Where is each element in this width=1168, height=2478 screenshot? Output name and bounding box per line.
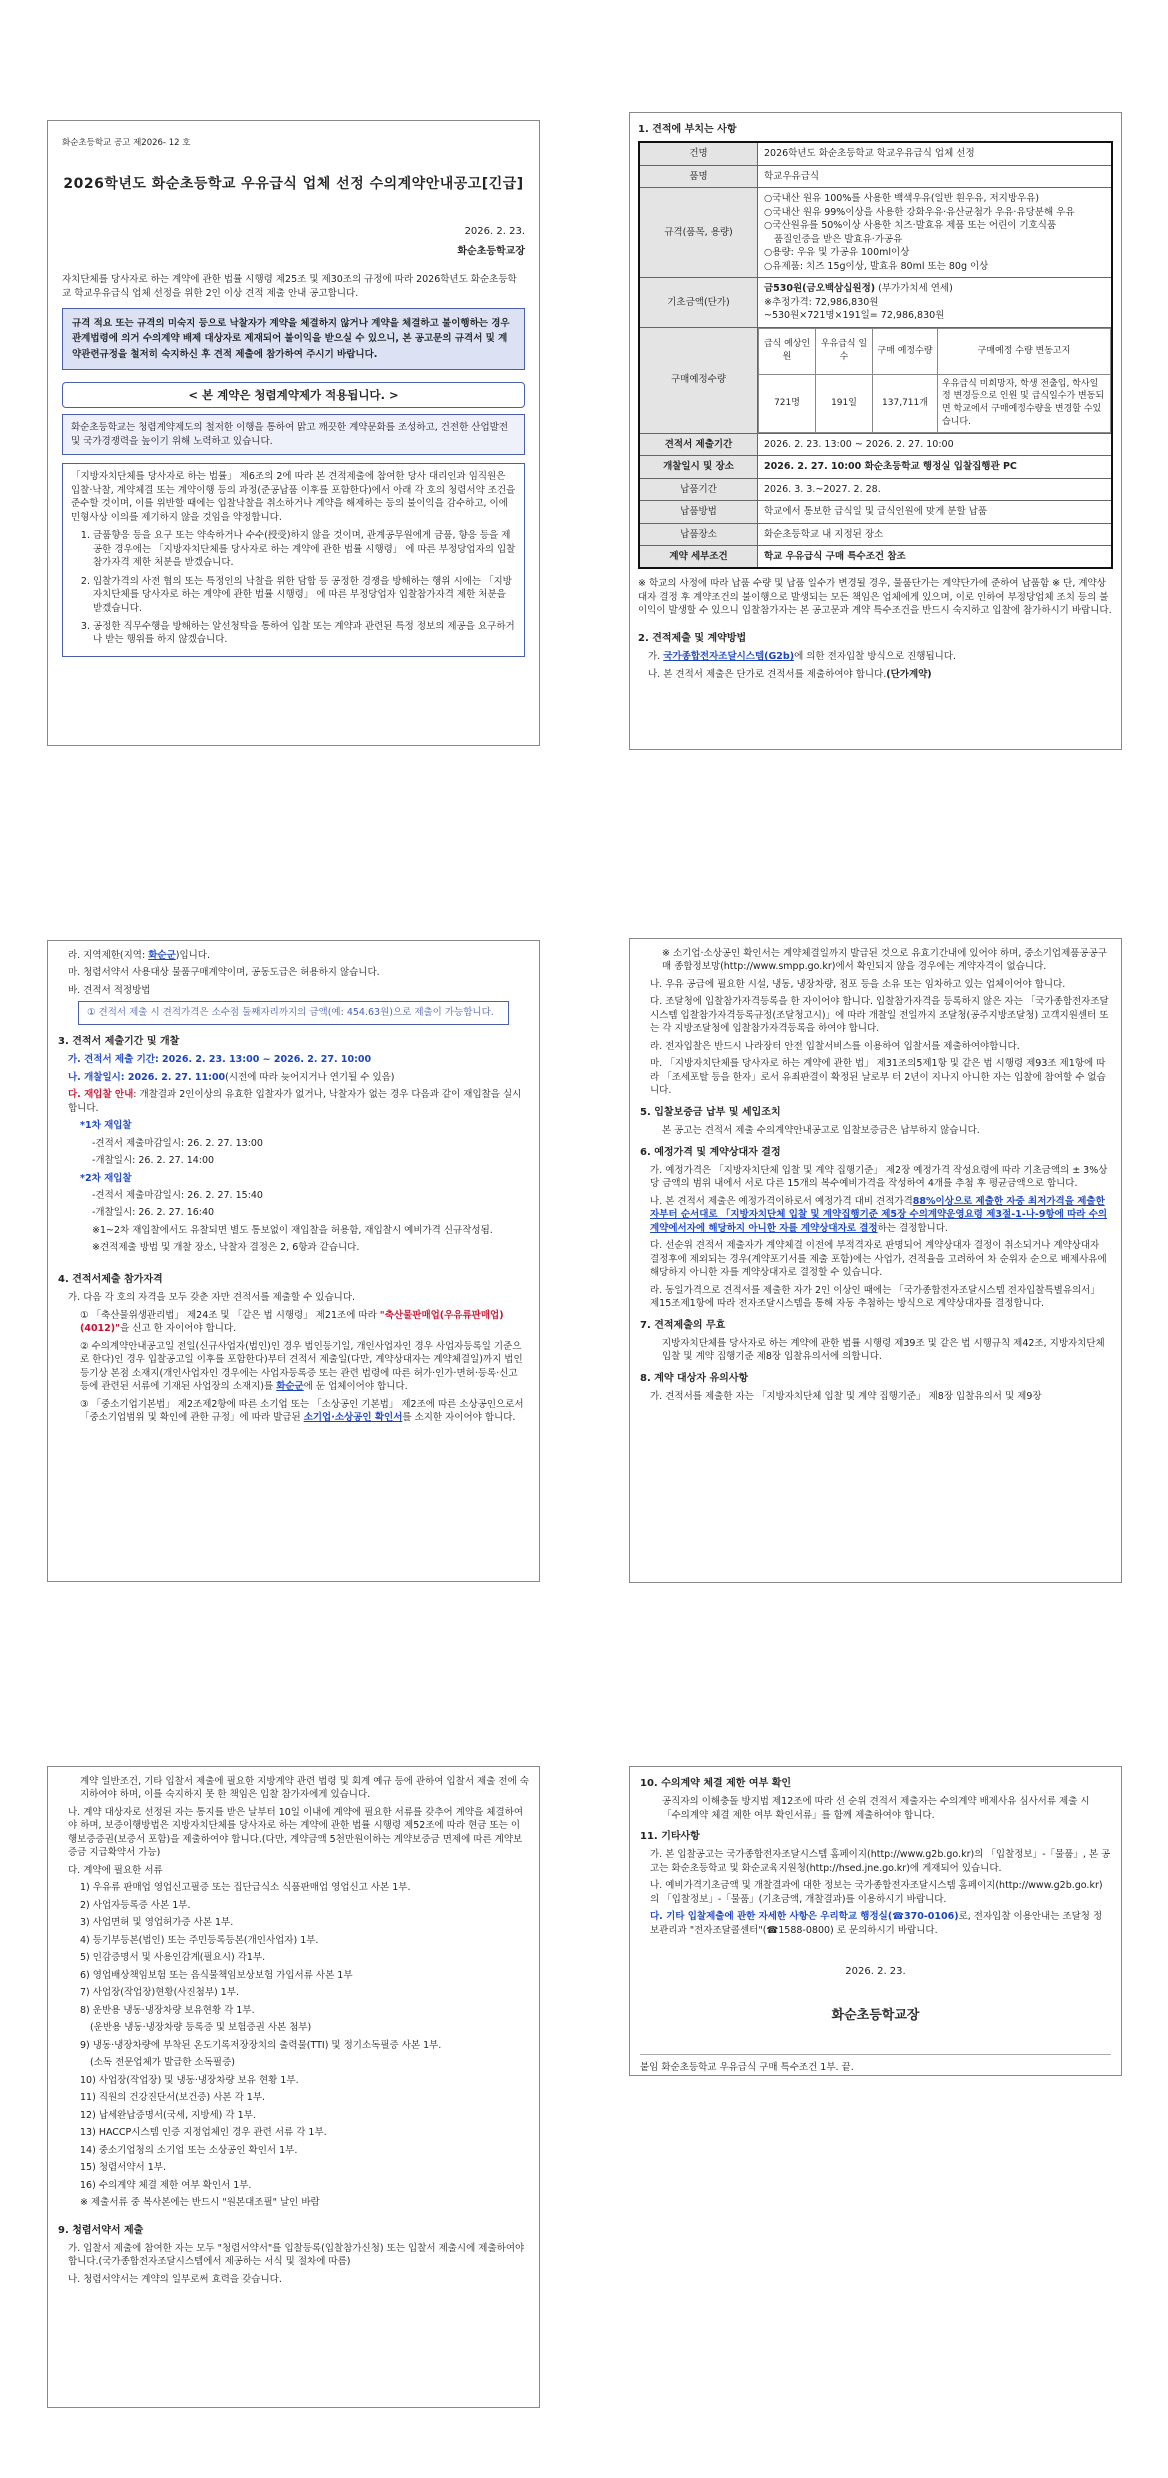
document-item: 6) 영업배상책임보험 또는 음식물책임보상보험 가입서류 사본 1부 bbox=[80, 1969, 353, 1981]
p4-na-text: 나. 우유 공급에 필요한 시설, 냉동, 냉장차량, 점포 등을 소유 또는 임차하고 있는 업체이어야 합니다. bbox=[650, 978, 1066, 990]
s10-text: 공직자의 이해충돌 방지법 제12조에 따라 선 순위 견적서 제출자는 수의계약 배제사유 심사서류 제출 시 「수의계약 체결 제한 여부 확인서류」를 함께 제출하여야 합니다. bbox=[662, 1796, 1090, 1821]
integrity-summary: 화순초등학교는 청렴계약제도의 철저한 이행을 통하여 맑고 깨끗한 계약문화를 조성하고, 건전한 산업발전 및 국가경쟁력을 높이기 위해 노력하고 있습니다. bbox=[62, 414, 525, 455]
s4-1-license: "축산물판매업(우유류판매업)(4012)" bbox=[80, 1309, 504, 1335]
rebid-note-2: ※견적제출 방법 및 개찰 장소, 낙찰자 결정은 2, 6항과 같습니다. bbox=[92, 1242, 360, 1254]
value-period: 2026. 2. 23. 13:00 ~ 2026. 2. 27. 10:00 bbox=[758, 433, 1113, 455]
s4-1-suffix: 을 신고 한 자이어야 합니다. bbox=[120, 1323, 237, 1335]
integrity-items bbox=[71, 529, 516, 647]
s3-opening-time: 나. 개찰일시: 2026. 2. 27. 11:00 bbox=[68, 1071, 226, 1083]
integrity-detail-intro: 「지방자치단체를 당사자로 하는 법률」 제6조의 2에 따라 본 견적제출에 참여한 당사 대리인과 임직원은 입찰·낙찰, 계약체결 또는 계약이행 등의 과정(준공납품 이후를 포함한다)에서 아래 각 호의 청렴서약 조건을 준수할 것이며, 이를 위반할 때에는 입찰낙찰을 취소하거나 계약을 해제하는 등의 불이익을 감수하고, 이에 민형사상 이의를 제기하지 않을 것임을 약정합니다. bbox=[71, 471, 516, 523]
integrity-banner: < 본 계약은 청렴계약제가 적용됩니다. > bbox=[62, 382, 525, 408]
document-item: ※ 제출서류 중 복사본에는 반드시 "원본대조필" 날인 바람 bbox=[80, 2197, 320, 2209]
ma-text: 마. 청렴서약서 사용대상 물품구매계약이며, 공동도급은 허용하지 않습니다. bbox=[68, 967, 380, 979]
spec-line: ○국내산 원유 99%이상을 사용한 강화우유·유산균첨가 우유·유당분해 우유 bbox=[764, 206, 1075, 218]
p4-ra-text: 라. 전자입찰은 반드시 나라장터 안전 입찰서비스를 이용하여 입찰서를 제출하여야합니다. bbox=[650, 1040, 1020, 1052]
p5-da-title: 다. 계약에 필요한 서류 bbox=[68, 1864, 163, 1876]
price-decimal-box: ① 견적서 제출 시 견적가격은 소수점 둘째자리까지의 금액(예: 454.63원)으로 제출이 가능합니다. bbox=[78, 1001, 509, 1024]
s4-3-prefix: ③ 「중소기업기본법」 제2조제2항에 따른 소기업 또는 「소상공인 기본법」 제2조에 따른 소상공인으로서 「중소기업범위 및 확인에 관한 규정」에 따라 발급된 bbox=[80, 1398, 524, 1423]
s11-ga-text: 가. 본 입찰공고는 국가종합전자조달시스템 홈페이지(http://www.g2b.go.kr)의 「입찰정보」-「물품」, 본 공고는 화순초등학교 및 화순교육지원청(http://hsed.jne.go.kr)에 게재되어 있습니다. bbox=[650, 1849, 1111, 1874]
s6-na-prefix: 나. 본 견적서 제출은 예정가격이하로서 예정가격 대비 견적가격 bbox=[650, 1195, 913, 1207]
required-documents-list bbox=[58, 1881, 529, 2209]
rebid-1-opening: -개찰일시: 26. 2. 27. 14:00 bbox=[92, 1155, 215, 1167]
document-item: 7) 사업장(작업장)현황(사진첨부) 1부. bbox=[80, 1987, 239, 1999]
price-formula: ~530원×721명×191일= 72,986,830원 bbox=[764, 310, 945, 322]
rebid-1-title: *1차 재입찰 bbox=[80, 1120, 132, 1132]
price-main: 금530원(금오백삼십원정) bbox=[764, 283, 876, 295]
s4-2-prefix: ② 수의계약안내공고일 전일(신규사업자(법인)인 경우 법인등기일, 개인사업자인 경우 사업자등록일 기준으로 한다)인 경우 입찰공고일 이후를 포함한다)부터 견적서 제출일(다만, 계약상대자는 계약체결일)까지 법인등기상 본점 소재지(개인사업자인 경우에는 사업자등록증 또는 관련 법령에 따른 허가·인가·면허·등록·신고 등에 관련된 서류에 기재된 사업장의 소재지)를 bbox=[80, 1340, 523, 1393]
s4-1-prefix: ① 「축산물위생관리법」 제24조 및 「같은 법 시행령」 제21조에 따라 bbox=[80, 1309, 380, 1321]
s3-rebid-text: : 개찰결과 2인이상의 유효한 입찰자가 없거나, 낙찰자가 없는 경우 다음과 같이 재입찰을 실시합니다. bbox=[68, 1089, 522, 1114]
rebid-2-opening: -개찰일시: 26. 2. 27. 16:40 bbox=[92, 1207, 215, 1219]
section-10-title: 10. 수의계약 체결 제한 여부 확인 bbox=[640, 1778, 792, 1789]
qty-change-note: 우유급식 미희망자, 학생 전출입, 학사일정 변경등으로 인원 및 급식일수가 변동되면 학교에서 구매예정수량을 변경할 수있습니다. bbox=[938, 374, 1111, 432]
qty-header: 구매 예정수량 bbox=[873, 328, 938, 374]
divider bbox=[640, 2054, 1111, 2055]
document-item: 5) 인감증명서 및 사용인감계(필요시) 각1부. bbox=[80, 1952, 266, 1964]
section-7-title: 7. 견적제출의 무효 bbox=[640, 1319, 726, 1331]
region-link[interactable]: 화순군 bbox=[148, 950, 176, 961]
s11-da-contact: 다. 기타 입찰제출에 관한 자세한 사항은 우리학교 행정실(☎370-0106) bbox=[650, 1911, 959, 1923]
page-4 bbox=[629, 938, 1122, 1583]
label-delivery-period: 납품기간 bbox=[639, 478, 758, 500]
s5-text: 본 공고는 견적서 제출 수의계약안내공고로 입찰보증금은 납부하지 않습니다. bbox=[662, 1125, 980, 1137]
section-6-title: 6. 예정가격 및 계약상대자 결정 bbox=[640, 1146, 781, 1158]
s9-na-text: 나. 청렴서약서는 계약의 일부로써 효력을 갖습니다. bbox=[68, 2273, 282, 2285]
spec-line: ○국산원유를 50%이상 사용한 치즈·발효유 제품 또는 어린이 기호식품 bbox=[764, 220, 1057, 232]
s4-2-suffix: 에 둔 업체이어야 합니다. bbox=[303, 1381, 408, 1393]
document-item: 1) 우유류 판매업 영업신고필증 또는 집단급식소 식품판매업 영업신고 사본 1부. bbox=[80, 1882, 411, 1894]
integrity-item: 3. 공정한 직무수행을 방해하는 알선청탁을 통하여 입찰 또는 계약과 관련된 특정 정보의 제공을 요구하거나 받는 행위를 하지 않겠습니다. bbox=[93, 620, 516, 647]
document-item: 12) 납세완납증명서(국세, 지방세) 각 1부. bbox=[80, 2109, 256, 2121]
section-11-title: 11. 기타사항 bbox=[640, 1831, 700, 1843]
label-delivery-method: 납품방법 bbox=[639, 501, 758, 523]
value-delivery-place: 화순초등학교 내 지정된 장소 bbox=[758, 523, 1113, 545]
page-6 bbox=[629, 1766, 1122, 2076]
rebid-2-deadline: -견적서 제출마감일시: 26. 2. 27. 15:40 bbox=[92, 1190, 263, 1201]
s4-2-region-link[interactable]: 화순군 bbox=[276, 1381, 304, 1393]
doc-title: 2026학년도 화순초등학교 우유급식 업체 선정 수의계약안내공고[긴급] bbox=[63, 176, 524, 193]
s11-da-suffix: 로, 전자입찰 이용안내는 조달청 정보관리과 "전자조달콜센터"(☎1588-0800) 로 문의하시기 바랍니다. bbox=[650, 1911, 1103, 1936]
value-name: 2026학년도 화순초등학교 학교우유급식 업체 선정 bbox=[758, 142, 1113, 165]
document-item: 3) 사업면허 및 영업허가증 사본 1부. bbox=[80, 1917, 234, 1929]
document-item: 2) 사업자등록증 사본 1부. bbox=[80, 1899, 191, 1911]
value-opening: 2026. 2. 27. 10:00 화순초등학교 행정실 입찰집행관 PC bbox=[758, 456, 1113, 478]
s4-ga-text: 가. 다음 각 호의 자격을 모두 갖춘 자만 견적서를 제출할 수 있습니다. bbox=[68, 1292, 356, 1304]
label-opening: 개찰일시 및 장소 bbox=[639, 456, 758, 478]
s3-submission-period: 가. 견적서 제출 기간: 2026. 2. 23. 13:00 ~ 2026. 2. 27. 10:00 bbox=[68, 1054, 372, 1066]
spec-line: 품질인증을 받은 발효유·가공유 bbox=[774, 233, 903, 245]
label-conditions: 계약 세부조건 bbox=[639, 546, 758, 569]
qty-header: 우유급식 일수 bbox=[816, 328, 873, 374]
value-conditions: 학교 우유급식 구매 특수조건 참조 bbox=[758, 546, 1113, 569]
spec-line: ○용량: 우유 및 가공유 100ml이상 bbox=[764, 247, 910, 259]
value-price bbox=[758, 278, 1113, 327]
sec2-na-text: 나. 본 견적서 제출은 단가로 견적서를 제출하여야 합니다. bbox=[648, 668, 887, 680]
price-estimate: ※추정가격: 72,986,830원 bbox=[764, 296, 879, 308]
closing-org: 화순초등학교장 bbox=[831, 2008, 920, 2024]
document-item: 16) 수의계약 체결 제한 여부 확인서 1부. bbox=[80, 2179, 252, 2191]
ra-prefix: 라. 지역제한(지역: bbox=[68, 950, 149, 961]
notice-date: 2026. 2. 23. bbox=[464, 225, 525, 237]
document-item: 11) 직원의 건강진단서(보건증) 사본 각 1부. bbox=[80, 2092, 266, 2104]
integrity-item: 2. 입찰가격의 사전 협의 또는 특정인의 낙찰을 위한 담합 등 공정한 경쟁을 방해하는 행위 시에는 「지방자치단체를 당사자로 하는 계약에 관한 법률 시행령」 에 따른 부정당업자 입찰참가자격 제한 처분을 받겠습니다. bbox=[93, 575, 516, 615]
attachment-line: 붙임 화순초등학교 우유급식 구매 특수조건 1부. 끝. bbox=[640, 2061, 854, 2073]
qty-header: 구매예정 수량 변동고지 bbox=[938, 328, 1111, 374]
doc-number: 화순초등학교 공고 제2026- 12 호 bbox=[62, 138, 191, 148]
intro-text: 자치단체를 당사자로 하는 계약에 관한 법률 시행령 제25조 및 제30조의 규정에 따라 2026학년도 화순초등학교 학교우유급식 업체 선정을 위한 2인 이상 견적 제출 안내 공고합니다. bbox=[62, 274, 517, 299]
page-1 bbox=[47, 120, 540, 746]
document-item: 15) 청렴서약서 1부. bbox=[80, 2162, 166, 2174]
notice-org: 화순초등학교장 bbox=[457, 246, 525, 258]
s7-text: 지방자치단체를 당사자로 하는 계약에 관한 법률 시행령 제39조 및 같은 법 시행규칙 제42조, 지방자치단체 입찰 및 계약 집행기준 제8장 입찰유의서에 의합니다. bbox=[662, 1337, 1105, 1363]
section-9-title: 9. 청렴서약서 제출 bbox=[58, 2224, 144, 2236]
section-5-title: 5. 입찰보증금 납부 및 세입조치 bbox=[640, 1106, 781, 1118]
p5-continuation: 계약 일반조건, 기타 입찰서 제출에 필요한 지방계약 관련 법령 및 회계 예규 등에 관하여 입찰서 제출 전에 숙지하여야 하며, 이를 숙지하지 못 한 책임은 입찰 참가자에게 있습니다. bbox=[80, 1776, 529, 1801]
g2b-link[interactable]: 국가종합전자조달시스템(G2b) bbox=[663, 651, 795, 663]
spec-line: ○유제품: 치즈 15g이상, 발효유 80ml 또는 80g 이상 bbox=[764, 260, 989, 272]
label-period: 견적서 제출기간 bbox=[639, 433, 758, 455]
spec-line: ○국내산 원유 100%를 사용한 백색우유(일반 흰우유, 저지방우유) bbox=[764, 193, 1040, 205]
ba-text: 바. 견적서 적정방법 bbox=[68, 984, 151, 996]
section-3-title: 3. 견적서 제출기간 및 개찰 bbox=[58, 1035, 180, 1047]
label-delivery-place: 납품장소 bbox=[639, 523, 758, 545]
document-item: 8) 운반용 냉동·냉장차량 보유현황 각 1부. bbox=[80, 2004, 255, 2016]
ra-suffix: )입니다. bbox=[175, 950, 211, 961]
value-item: 학교우유급식 bbox=[758, 165, 1113, 187]
s6-ra-text: 라. 동일가격으로 견적서를 제출한 자가 2인 이상인 때에는 「국가종합전자조달시스템 전자입찰특별유의서」 제15조제1항에 따라 전자조달시스템을 통해 자동 추첨하는 방식으로 계약상대자를 결정합니다. bbox=[650, 1284, 1100, 1310]
integrity-detail-box bbox=[62, 463, 525, 657]
sec2-ga-suffix: 에 의한 전자입찰 방식으로 진행됩니다. bbox=[794, 651, 956, 663]
value-spec bbox=[758, 188, 1113, 278]
section-4-title: 4. 견적서제출 참가자격 bbox=[58, 1273, 163, 1285]
qty-value: 137,711개 bbox=[873, 374, 938, 432]
qty-value: 721명 bbox=[759, 374, 816, 432]
document-item: 9) 냉동·냉장차량에 부착된 온도기록저장장치의 출력물(TTI) 및 정기소독필증 사본 1부. bbox=[80, 2039, 442, 2051]
document-item: (운반용 냉동·냉장차량 등록증 및 보험증권 사본 첨부) bbox=[90, 2022, 312, 2034]
unit-price-contract: (단가계약) bbox=[886, 668, 932, 680]
page-3 bbox=[47, 940, 540, 1582]
s11-na-text: 나. 예비가격기초금액 및 개찰결과에 대한 정보는 국가종합전자조달시스템 홈페이지(http://www.g2b.go.kr)의 「입찰정보」-「물품」(기초금액, 개찰결과)를 이용하시기 바랍니다. bbox=[650, 1880, 1103, 1905]
s4-3-suffix: 를 소지한 자이어야 합니다. bbox=[402, 1412, 516, 1423]
p5-na-text: 나. 계약 대상자로 선정된 자는 통지를 받은 날부터 10일 이내에 계약에 필요한 서류를 갖추어 계약을 체결하여야 하며, 보증이행방법은 지방자치단체를 당사자로 하는 계약에 관한 법률 시행령 제52조에 따라 현금 또는 이행보증증권(보증서 포함)을 제출하여야 합니다.(다만, 계약금액 5천만원이하는 계약보증금 면제에 따른 계약보증금 지급확약서 가능) bbox=[68, 1806, 524, 1859]
closing-date: 2026. 2. 23. bbox=[845, 1966, 906, 1978]
document-item: 13) HACCP시스템 인증 지정업체인 경우 관련 서류 각 1부. bbox=[80, 2127, 327, 2139]
s6-da-text: 다. 선순위 견적서 제출자가 계약체결 이전에 부적격자로 판명되어 계약상대자 결정이 취소되거나 계약상대자 결정후에 제외되는 경우(계약포기서를 제출 포함)에는 사업가, 견적율을 고려하여 차 순위자 순으로 배제사유에 해당하지 아니한 자를 계약상대자로 결정할 수 있습니다. bbox=[650, 1240, 1107, 1279]
value-quantity bbox=[758, 327, 1113, 433]
p4-certificate-note: ※ 소기업·소상공인 확인서는 계약체결일까지 발급된 것으로 유효기간내에 있어야 하며, 중소기업제품공공구매 종합정보망(http://www.smpp.go.kr)에서 확인되지 않을 경우에는 계약자격이 없습니다. bbox=[662, 948, 1107, 973]
s4-3-certificate: 소기업·소상공인 확인서 bbox=[303, 1412, 403, 1423]
value-delivery-period: 2026. 3. 3.~2027. 2. 28. bbox=[758, 478, 1113, 500]
p4-ma-text: 마. 「지방자치단체를 당사자로 하는 계약에 관한 법」 제31조의5제1항 및 같은 법 시행령 제93조 제1항에 따라 「조세포탈 등을 한자」로서 유죄판결이 확정된 날로부 터 2년이 지나지 아니한 자는 입찰에 참여할 수 없습니다. bbox=[650, 1058, 1106, 1097]
s3-opening-note: (시전에 따라 늦어지거나 연기될 수 있음) bbox=[225, 1071, 395, 1083]
s6-na-award-rule: 88%이상으로 제출한 자중 최저가격을 제출한 자부터 순서대로 「지방자치단체 입찰 및 계약집행기준 제5장 수의계약운영요령 제3절-1-나-9항에 따라 수의계약에서자에 해당하지 아니한 자를 계약상대자로 결정 bbox=[650, 1195, 1108, 1234]
section-8-title: 8. 계약 대상자 유의사항 bbox=[640, 1372, 749, 1384]
rebid-note-1: ※1~2차 재입찰에서도 유찰되면 별도 통보없이 재입찰을 허용함, 재입찰시 예비가격 신규작성됨. bbox=[92, 1224, 493, 1236]
info-table bbox=[638, 141, 1113, 569]
price-vat: (부가가치세 연세) bbox=[875, 283, 953, 295]
section-1-title: 1. 견적에 부치는 사항 bbox=[638, 124, 737, 135]
qty-header: 급식 예상인원 bbox=[759, 328, 816, 374]
quantity-subtable bbox=[758, 328, 1111, 433]
integrity-item: 1. 금품향응 등을 요구 또는 약속하거나 수수(授受)하지 않을 것이며, 관계공무원에게 금품, 향응 등을 제공한 경우에는 「지방자치단체를 당사자로 하는 계약에 관한 법률 시행령」 에 따른 부정당업자의 입찰참가자격 제한 처분을 받겠습니다. bbox=[93, 529, 516, 569]
document-item: (소독 전문업체가 발급한 소독필증) bbox=[90, 2057, 235, 2069]
label-spec: 규격(품목, 용량) bbox=[639, 188, 758, 278]
page-2 bbox=[629, 112, 1122, 750]
qty-value: 191일 bbox=[816, 374, 873, 432]
label-quantity: 구매예정수량 bbox=[639, 327, 758, 433]
section-2-title: 2. 견적제출 및 계약방법 bbox=[638, 632, 747, 644]
rebid-2-title: *2차 재입찰 bbox=[80, 1172, 132, 1184]
document-item: 14) 중소기업청의 소기업 또는 소상공인 확인서 1부. bbox=[80, 2144, 298, 2156]
rebid-1-deadline: -견적서 제출마감일시: 26. 2. 27. 13:00 bbox=[92, 1137, 263, 1149]
label-name: 건명 bbox=[639, 142, 758, 165]
document-item: 10) 사업장(작업장) 및 냉동·냉장차량 보유 현황 1부. bbox=[80, 2074, 299, 2086]
sec2-ga-prefix: 가. bbox=[648, 651, 664, 663]
value-delivery-method: 학교에서 통보한 급식일 및 급식인원에 맞게 분할 납품 bbox=[758, 501, 1113, 523]
label-item: 품명 bbox=[639, 165, 758, 187]
document-item: 4) 등기부등본(법인) 또는 주민등록등본(개인사업자) 1부. bbox=[80, 1934, 319, 1946]
s6-ga-text: 가. 예정가격은 「지방자치단체 입찰 및 계약 집행기준」 제2장 예정가격 작성요령에 따라 기초금액의 ± 3%상당 금액의 범위 내에서 서로 다른 15개의 복수예비가격을 작성하여 4개를 추첨 후 평균금액으로 합니다. bbox=[650, 1164, 1108, 1190]
warning-notice: 규격 적요 또는 규격의 미숙지 등으로 낙찰자가 계약을 체결하지 않거나 계약을 체결하고 불이행하는 경우 관계법령에 의거 수의계약 배제 대상자로 제재되어 불이익을 받으실 수 있으니, 본 공고문의 규격서 및 계약관련규정을 철저히 숙지하신 후 견적 제출에 참가하여 주시기 바랍니다. bbox=[62, 308, 525, 370]
page-5 bbox=[47, 1766, 540, 2408]
label-price: 기초금액(단가) bbox=[639, 278, 758, 327]
s3-rebid-title: 다. 재입찰 안내 bbox=[68, 1089, 134, 1101]
table-note: ※ 학교의 사정에 따라 납품 수량 및 납품 일수가 변경될 경우, 물품단가는 계약단가에 준하여 납품함 ※ 단, 계약상대자 결정 후 계약조건의 불이행으로 발생되는 모든 책임은 업체에게 있으며, 이로 인하여 부정당업체 조치 등의 불이익이 발생할 수 있으니 입찰참가자는 본 공고문과 계약 특수조건을 반드시 숙지하고 입찰에 참가하시기 바랍니다. bbox=[638, 578, 1112, 617]
s9-ga-text: 가. 입찰서 제출에 참여한 자는 모두 "청렴서약서"를 입찰등록(입찰참가신청) 또는 입찰서 제출시에 제출하여야 합니다.(국가종합전자조달시스템에서 제공하는 서식 및 절차에 따름) bbox=[68, 2242, 525, 2268]
s6-na-suffix: 하는 결정합니다. bbox=[877, 1222, 948, 1234]
s8-ga-text: 가. 견적서를 제출한 자는 「지방자치단체 입찰 및 계약 집행기준」 제8장 입찰유의서 및 제9장 bbox=[650, 1390, 1042, 1402]
p4-da-text: 다. 조달청에 입찰참가자격등록을 한 자이어야 합니다. 입찰참가자격을 등록하지 않은 자는 「국가종합전자조달시스템 입찰참가자격등록규정(조달청고시)」에 따라 개찰일 전일까지 조달청(공주지방조달청) 고객지원센터 또는 각 지방조달청에 입찰참가자격등록을 하여야 합니다. bbox=[650, 996, 1109, 1035]
